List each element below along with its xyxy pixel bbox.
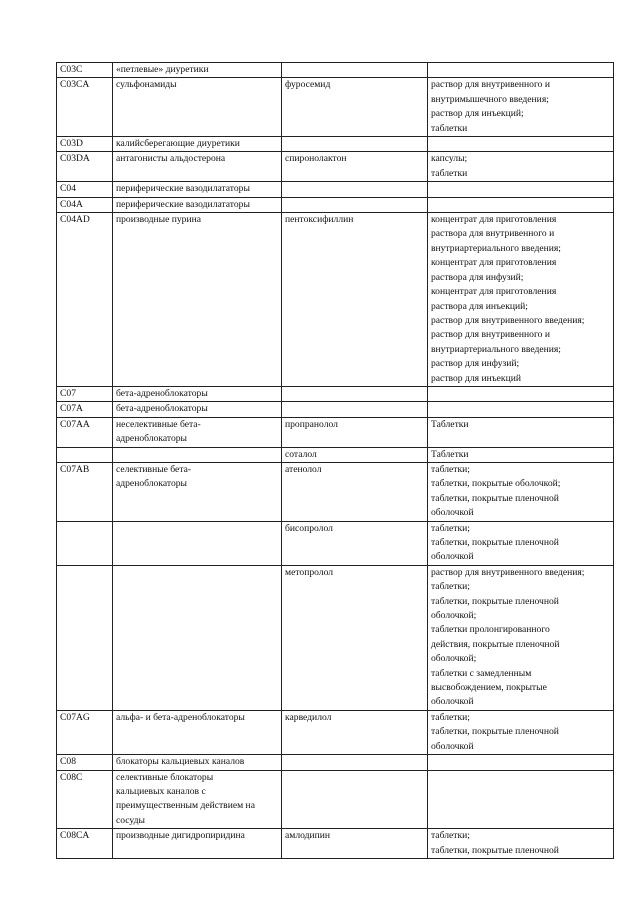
group-text-line: адреноблокаторы [116,478,187,490]
group-text-line: сульфонамиды [116,79,177,91]
group-text-line: альфа- и бета-адреноблокаторы [116,711,245,723]
table-row [57,829,614,859]
dosage-form-line: таблетки, покрытые оболочкой; [431,478,561,490]
drug-name-cell [282,137,428,152]
dosage-forms-cell [428,770,614,829]
dosage-forms-cell [428,521,614,565]
atc-group-cell [113,755,282,770]
dosage-form-line: раствор для внутривенного и [431,79,550,91]
dosage-form-line: таблетки; [431,711,470,723]
table-row [57,152,614,182]
dosage-forms-cell [428,417,614,447]
dosage-forms-cell [428,462,614,521]
atc-group-cell [113,182,282,197]
table-row [57,213,614,387]
drug-name-cell [282,197,428,212]
dosage-form-line: раствор для внутривенного введения; [431,566,585,578]
group-text-line: «петлевые» диуретики [116,64,209,75]
table-row [57,63,614,78]
dosage-form-line: таблетки [431,122,468,134]
drug-name-cell: фуросемид [282,78,428,137]
table-row [57,137,614,152]
atc-group-cell [113,710,282,754]
group-text-line: производные пурина [116,214,202,226]
table-row [57,755,614,770]
atc-code-cell [57,447,113,462]
drug-name-cell: пентоксифиллин [282,213,428,387]
table-row [57,417,614,447]
table-row [57,462,614,521]
dosage-form-line: внутриартериального введения; [431,242,561,254]
dosage-form-line: раствора для инъекций; [431,300,528,312]
drug-name-cell: пропранолол [282,417,428,447]
table-row [57,565,614,710]
dosage-forms-cell [428,755,614,770]
drug-name-cell: амлодипин [282,829,428,859]
dosage-form-line: раствор для инъекций; [431,108,524,120]
table-row [57,78,614,137]
dosage-form-line: таблетки; [431,463,470,475]
dosage-form-line: оболочкой [431,740,474,752]
table-body [57,63,614,859]
group-text-line: производные дигидропиридина [116,830,245,842]
dosage-forms-cell [428,137,614,152]
group-text-line: сосуды [116,814,145,826]
dosage-form-line: капсулы; [431,153,468,165]
dosage-form-line: Таблетки [431,418,469,430]
atc-group-cell [113,462,282,521]
dosage-forms-cell [428,152,614,182]
atc-code-cell: C03C [57,63,113,78]
atc-code-cell: C04 [57,182,113,197]
dosage-form-line: внутримышечного введения; [431,93,549,105]
atc-code-cell: C08CA [57,829,113,859]
drug-name-cell [282,402,428,417]
dosage-form-line: внутриартериального введения; [431,343,561,355]
atc-group-cell [113,63,282,78]
atc-code-cell: C08C [57,770,113,829]
group-text-line: блокаторы кальциевых каналов [116,756,245,768]
dosage-forms-cell [428,829,614,859]
dosage-form-line: оболочкой; [431,610,477,622]
dosage-forms-cell [428,710,614,754]
dosage-form-line: таблетки, покрытые пленочной [431,492,559,504]
dosage-form-line: раствор для внутривенного введения; [431,314,585,326]
dosage-form-line: концентрат для приготовления [431,214,557,226]
group-text-line: селективные бета- [116,463,192,475]
dosage-forms-cell [428,182,614,197]
dosage-forms-cell [428,197,614,212]
dosage-form-line: действия, покрытые пленочной [431,638,560,650]
atc-group-cell [113,565,282,710]
atc-code-cell: C04A [57,197,113,212]
dosage-form-line: оболочкой; [431,653,477,665]
table-row [57,386,614,401]
atc-code-cell [57,565,113,710]
group-text-line: бета-адреноблокаторы [116,387,208,399]
atc-code-cell: C03DA [57,152,113,182]
drug-name-cell: спиронолактон [282,152,428,182]
atc-group-cell [113,78,282,137]
dosage-form-line: таблетки, покрытые пленочной [431,537,559,548]
group-text-line: периферические вазодилататоры [116,183,250,195]
atc-group-cell [113,197,282,212]
dosage-form-line: раствор для инъекций [431,372,521,384]
atc-group-cell [113,770,282,829]
dosage-form-line: высвобождением, покрытые [431,682,547,694]
dosage-forms-cell [428,402,614,417]
table-row [57,197,614,212]
drug-name-cell: бисопролол [282,521,428,565]
drug-name-cell: карведилол [282,710,428,754]
drug-name-cell [282,755,428,770]
dosage-form-line: оболочкой [431,507,474,519]
dosage-form-line: раствора для внутривенного и [431,228,555,240]
atc-group-cell [113,447,282,462]
drug-name-cell [282,182,428,197]
atc-group-cell [113,213,282,387]
dosage-form-line: таблетки, покрытые пленочной [431,595,559,607]
atc-code-cell: C07AA [57,417,113,447]
atc-code-cell: C07 [57,386,113,401]
atc-group-cell [113,829,282,859]
group-text-line: антагонисты альдостерона [116,153,226,165]
atc-code-cell: C04AD [57,213,113,387]
group-text-line: калийсберегающие диуретики [116,138,240,150]
drug-name-cell: соталол [282,447,428,462]
drug-name-cell: метопролол [282,565,428,710]
atc-code-cell: C07AG [57,710,113,754]
atc-code-cell: C07A [57,402,113,417]
dosage-forms-cell [428,565,614,710]
dosage-form-line: таблетки; [431,522,470,534]
atc-group-cell [113,402,282,417]
dosage-form-line: раствор для внутривенного и [431,329,550,341]
dosage-form-line: Таблетки [431,448,469,460]
atc-group-cell [113,386,282,401]
table-row [57,182,614,197]
dosage-form-line: таблетки, покрытые пленочной [431,844,559,856]
group-text-line: кальциевых каналов с [116,785,206,797]
group-text-line: периферические вазодилататоры [116,198,250,210]
dosage-forms-cell [428,63,614,78]
dosage-forms-cell [428,213,614,387]
dosage-form-line: оболочкой [431,551,474,563]
group-text-line: адреноблокаторы [116,433,187,445]
dosage-form-line: раствор для инфузий; [431,358,520,370]
table-row [57,521,614,565]
dosage-form-line: таблетки, покрытые пленочной [431,726,559,738]
atc-group-cell [113,521,282,565]
group-text-line: преимущественным действием на [116,800,255,812]
dosage-form-line: концентрат для приготовления [431,286,557,298]
dosage-form-line: таблетки; [431,830,470,842]
drug-classification-table [56,62,614,859]
dosage-form-line: таблетки [431,167,468,179]
dosage-form-line: таблетки с замедленным [431,667,532,679]
atc-code-cell: C08 [57,755,113,770]
atc-group-cell [113,417,282,447]
atc-code-cell: C03CA [57,78,113,137]
group-text-line: бета-адреноблокаторы [116,403,208,415]
drug-name-cell [282,386,428,401]
drug-name-cell [282,63,428,78]
table-row [57,710,614,754]
dosage-form-line: таблетки; [431,581,470,593]
atc-code-cell: C03D [57,137,113,152]
drug-name-cell [282,770,428,829]
group-text-line: неселективные бета- [116,418,201,430]
dosage-form-line: раствора для инфузий; [431,271,524,283]
atc-group-cell [113,152,282,182]
atc-code-cell [57,521,113,565]
dosage-forms-cell [428,386,614,401]
atc-code-cell: C07AB [57,462,113,521]
dosage-form-line: оболочкой [431,696,474,708]
drug-name-cell: атенолол [282,462,428,521]
group-text-line: селективные блокаторы [116,771,214,783]
atc-group-cell [113,137,282,152]
dosage-form-line: таблетки пролонгированного [431,624,550,636]
table-row [57,770,614,829]
dosage-forms-cell [428,447,614,462]
dosage-form-line: концентрат для приготовления [431,257,557,269]
table-row [57,447,614,462]
dosage-forms-cell [428,78,614,137]
table-row [57,402,614,417]
